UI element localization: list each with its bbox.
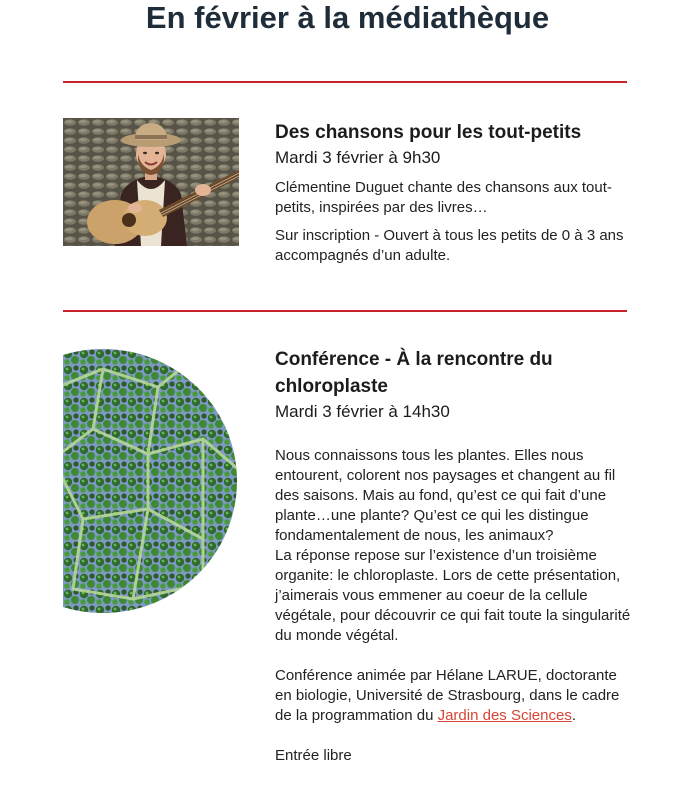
section-divider: [63, 81, 627, 83]
event-registration-note: Sur inscription - Ouvert à tous les petits de 0 à 3 ans accompagnés d’un adulte.: [275, 227, 624, 264]
jardin-des-sciences-link[interactable]: Jardin des Sciences: [437, 707, 572, 724]
event-description-continued: La réponse repose sur l’existence d’un troisième organite: le chloroplaste. Lors de cette présentation, j’aimerais vous emmener au coeur de la cellule végétale, pour découvrir ce qui fait toute la singularité du monde végétal.: [275, 547, 631, 644]
event-chloroplast-conference: [275, 346, 635, 766]
event-title: Conférence - À la rencontre du chloroplaste: [275, 349, 553, 397]
singer-with-guitar-photo: [63, 118, 239, 246]
speaker-text: Conférence animée par Hélane LARUE, doctorante en biologie, Université de Strasbourg, dans le cadre de la programmation du: [275, 667, 620, 724]
event-description: Nous connaissons tous les plantes. Elles nous entourent, colorent nos paysages et changent au fil des saisons. Mais au fond, qu’est ce qui fait d’une plante…une plante? Qu’est ce qui les distingue fondamentalement de nous, les animaux?: [275, 447, 616, 544]
section-divider: [63, 310, 627, 312]
event-date: Mardi 3 février à 14h30: [275, 402, 450, 421]
page-title: En février à la médiathèque: [145, 0, 550, 35]
chloroplast-cells-photo: [63, 349, 238, 613]
event-title: Des chansons pour les tout-petits: [275, 122, 582, 143]
event-description: Clémentine Duguet chante des chansons aux tout-petits, inspirées par des livres…: [275, 179, 612, 216]
event-children-songs: [275, 119, 635, 266]
speaker-text-end: .: [571, 707, 577, 724]
event-date: Mardi 3 février à 9h30: [275, 148, 441, 167]
entry-note: Entrée libre: [275, 747, 352, 764]
event-speaker-note: [275, 666, 635, 726]
